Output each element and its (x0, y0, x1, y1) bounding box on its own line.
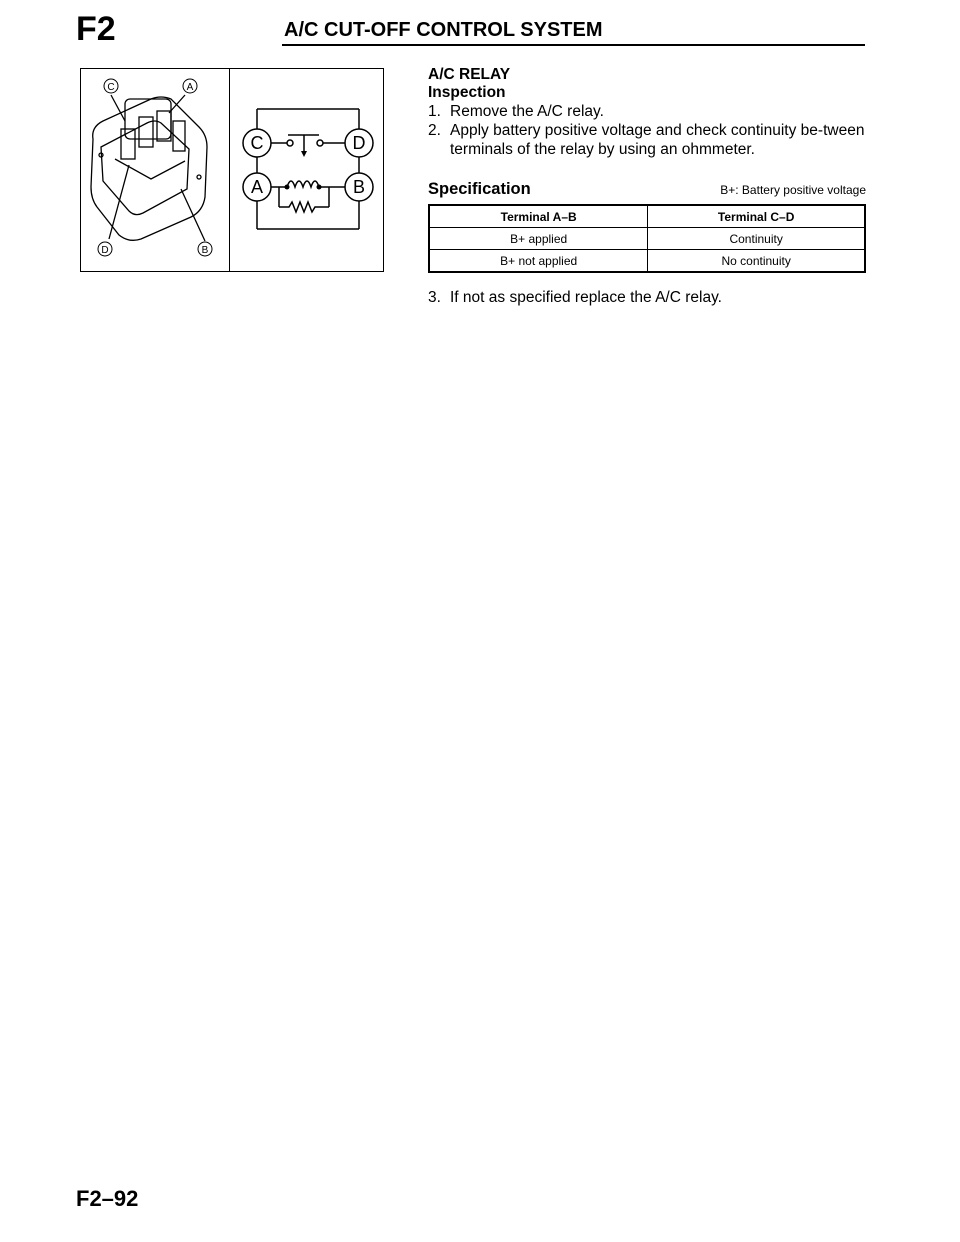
table-row (429, 228, 865, 250)
table-cell: B+ not applied (429, 250, 648, 273)
table-cell: B+ applied (429, 228, 648, 250)
relay-circuit-diagram (229, 69, 383, 271)
table-header-row (429, 205, 865, 228)
column-header: Terminal A–B (429, 205, 648, 228)
page-title: A/C CUT-OFF CONTROL SYSTEM (284, 19, 603, 41)
relay-label-d: D (101, 245, 109, 256)
step-number: 2. (428, 122, 441, 139)
relay-figure (80, 68, 384, 272)
step-text: Remove the A/C relay. (450, 103, 604, 120)
subsection-heading: Inspection (428, 84, 506, 101)
inspection-text (428, 66, 868, 159)
relay-label-a: A (186, 82, 194, 93)
step-item (428, 102, 868, 121)
column-header: Terminal C–D (648, 205, 865, 228)
section-heading: A/C RELAY (428, 66, 511, 83)
relay-illustration (81, 69, 229, 271)
specification-table (428, 204, 866, 273)
step-item (428, 121, 868, 159)
step-number: 3. (428, 289, 441, 306)
page-number: F2–92 (76, 1186, 139, 1211)
table-cell: No continuity (648, 250, 865, 273)
relay-label-b: B (201, 245, 209, 256)
section-code: F2 (76, 10, 116, 48)
specification-title: Specification (428, 180, 531, 198)
relay-label-c: C (107, 82, 115, 93)
header-rule (282, 44, 865, 46)
circuit-label-b: B (352, 177, 366, 197)
step-item (428, 288, 868, 307)
circuit-label-d: D (352, 133, 366, 153)
table-cell: Continuity (648, 228, 865, 250)
circuit-label-c: C (250, 133, 264, 153)
step-text: Apply battery positive voltage and check continuity be-tween terminals of the relay by using an ohmmeter. (450, 122, 865, 158)
step-number: 1. (428, 103, 441, 120)
specification-header (428, 180, 866, 199)
table-row (429, 250, 865, 273)
specification-note: B+: Battery positive voltage (720, 183, 866, 197)
circuit-label-a: A (250, 177, 264, 197)
step-text: If not as specified replace the A/C relay. (450, 289, 722, 306)
